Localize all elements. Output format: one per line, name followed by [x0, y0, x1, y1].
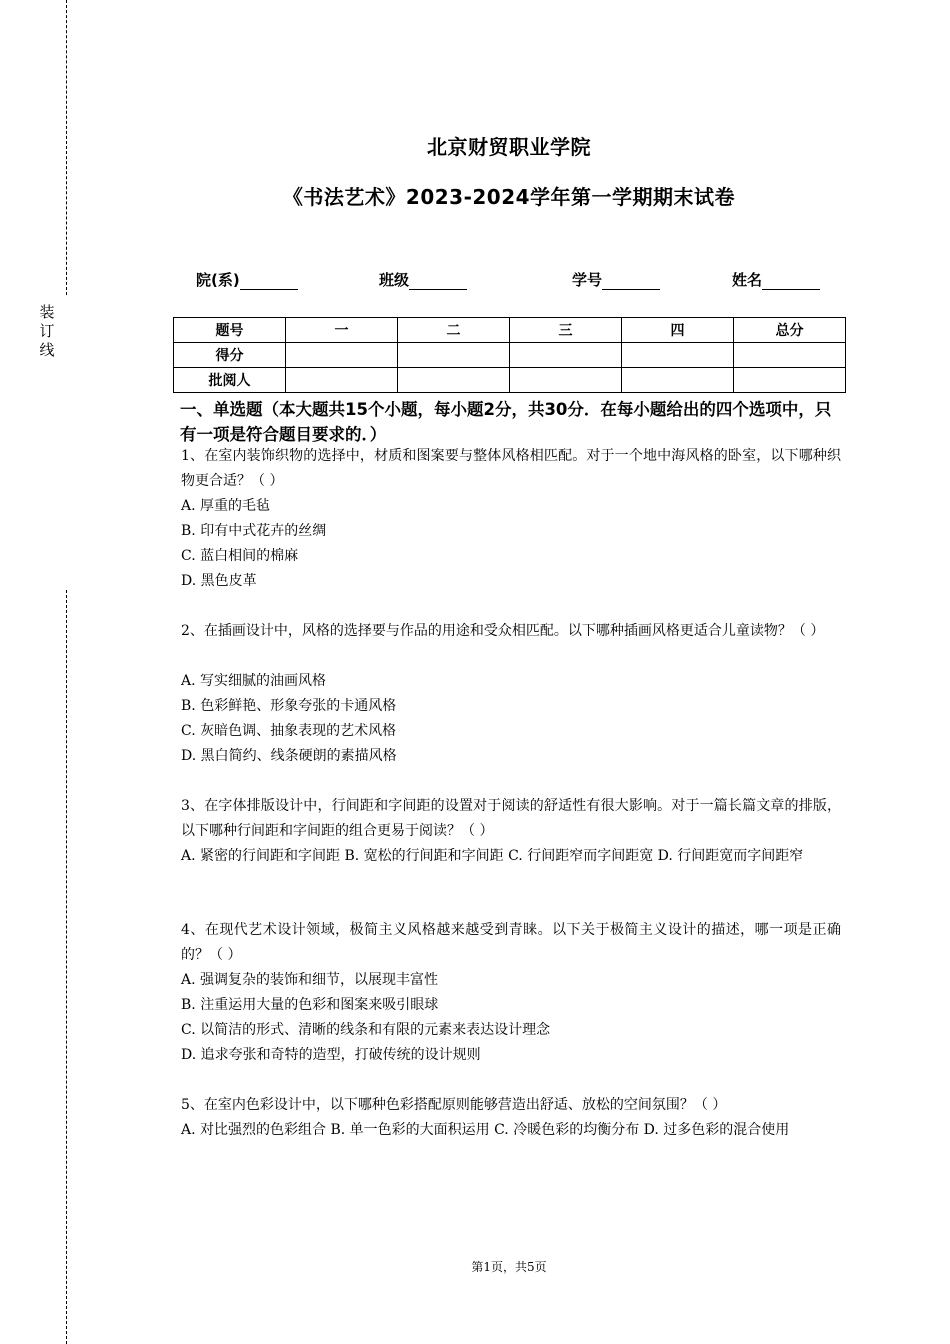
class-blank[interactable]: [409, 273, 467, 290]
score-table-row: [174, 343, 846, 368]
school-title: 北京财贸职业学院: [427, 135, 591, 159]
question-option: A. 厚重的毛毡: [181, 498, 271, 514]
binding-line-label: 装订线: [39, 303, 55, 359]
score-table-header-cell: 题号: [174, 318, 286, 343]
binding-dashed-line-bottom: [66, 590, 67, 1344]
reviewer-row-label: 批阅人: [174, 368, 286, 393]
page-number: 第1页，共5页: [471, 1260, 547, 1274]
reviewer-cell[interactable]: [510, 368, 622, 393]
question-stem: 5、在室内色彩设计中，以下哪种色彩搭配原则能够营造出舒适、放松的空间氛围？（ ）: [181, 1097, 727, 1113]
question-option: C. 以简洁的形式、清晰的线条和有限的元素来表达设计理念: [181, 1022, 551, 1038]
question-option: B. 印有中式花卉的丝绸: [181, 523, 327, 539]
name-field[interactable]: [732, 269, 820, 290]
class-field[interactable]: [379, 269, 467, 290]
question-stem: 3、在字体排版设计中，行间距和字间距的设置对于阅读的舒适性有很大影响。对于一篇长篇文章的排版，以下哪种行间距和字间距的组合更易于阅读？（ ）: [181, 798, 841, 839]
score-table-header-cell: 三: [510, 318, 622, 343]
question-options-inline: A. 紧密的行间距和字间距 B. 宽松的行间距和字间距 C. 行间距窄而字间距宽 D. 行间距宽而字间距窄: [181, 848, 804, 864]
question-option: D. 追求夸张和奇特的造型，打破传统的设计规则: [181, 1047, 481, 1063]
student-id-label: 学号: [572, 271, 603, 289]
student-info-row: [196, 269, 836, 291]
score-table-header-cell: 二: [398, 318, 510, 343]
score-table-header-cell: 一: [286, 318, 398, 343]
score-row-label: 得分: [174, 343, 286, 368]
score-table-row: [174, 368, 846, 393]
question-option: C. 蓝白相间的棉麻: [181, 548, 299, 564]
score-cell[interactable]: [510, 343, 622, 368]
class-label: 班级: [379, 271, 410, 289]
name-blank[interactable]: [762, 273, 820, 290]
score-cell[interactable]: [734, 343, 846, 368]
question-option: A. 写实细腻的油画风格: [181, 673, 327, 689]
student-id-field[interactable]: [572, 269, 660, 290]
reviewer-cell[interactable]: [734, 368, 846, 393]
question-option: D. 黑色皮革: [181, 573, 257, 589]
exam-title: 《书法艺术》2023-2024学年第一学期期末试卷: [282, 185, 736, 209]
student-id-blank[interactable]: [602, 273, 660, 290]
question-option: B. 色彩鲜艳、形象夸张的卡通风格: [181, 698, 397, 714]
department-blank[interactable]: [240, 273, 298, 290]
score-table-header-row: [174, 318, 846, 343]
question-option: B. 注重运用大量的色彩和图案来吸引眼球: [181, 997, 439, 1013]
reviewer-cell[interactable]: [622, 368, 734, 393]
score-cell[interactable]: [622, 343, 734, 368]
question-stem: 4、在现代艺术设计领域，极简主义风格越来越受到青睐。以下关于极简主义设计的描述，哪一项是正确的？（ ）: [181, 922, 841, 963]
department-field[interactable]: [196, 269, 298, 290]
reviewer-cell[interactable]: [398, 368, 510, 393]
section-heading: 一、单选题（本大题共15个小题，每小题2分，共30分．在每小题给出的四个选项中，只有一项是符合题目要求的．）: [180, 400, 832, 444]
question-option: C. 灰暗色调、抽象表现的艺术风格: [181, 723, 397, 739]
score-table-header-cell: 四: [622, 318, 734, 343]
department-label: 院(系): [196, 271, 240, 289]
score-cell[interactable]: [398, 343, 510, 368]
reviewer-cell[interactable]: [286, 368, 398, 393]
question-stem: 1、在室内装饰织物的选择中，材质和图案要与整体风格相匹配。对于一个地中海风格的卧室，以下哪种织物更合适？（ ）: [181, 448, 841, 489]
question-options-inline: A. 对比强烈的色彩组合 B. 单一色彩的大面积运用 C. 冷暖色彩的均衡分布 D. 过多色彩的混合使用: [181, 1122, 790, 1138]
question-option: D. 黑白简约、线条硬朗的素描风格: [181, 748, 397, 764]
question-stem: 2、在插画设计中，风格的选择要与作品的用途和受众相匹配。以下哪种插画风格更适合儿童读物？（ ）: [181, 623, 825, 639]
score-table: [173, 317, 846, 393]
score-cell[interactable]: [286, 343, 398, 368]
name-label: 姓名: [732, 271, 763, 289]
score-table-header-cell: 总分: [734, 318, 846, 343]
question-option: A. 强调复杂的装饰和细节，以展现丰富性: [181, 972, 439, 988]
